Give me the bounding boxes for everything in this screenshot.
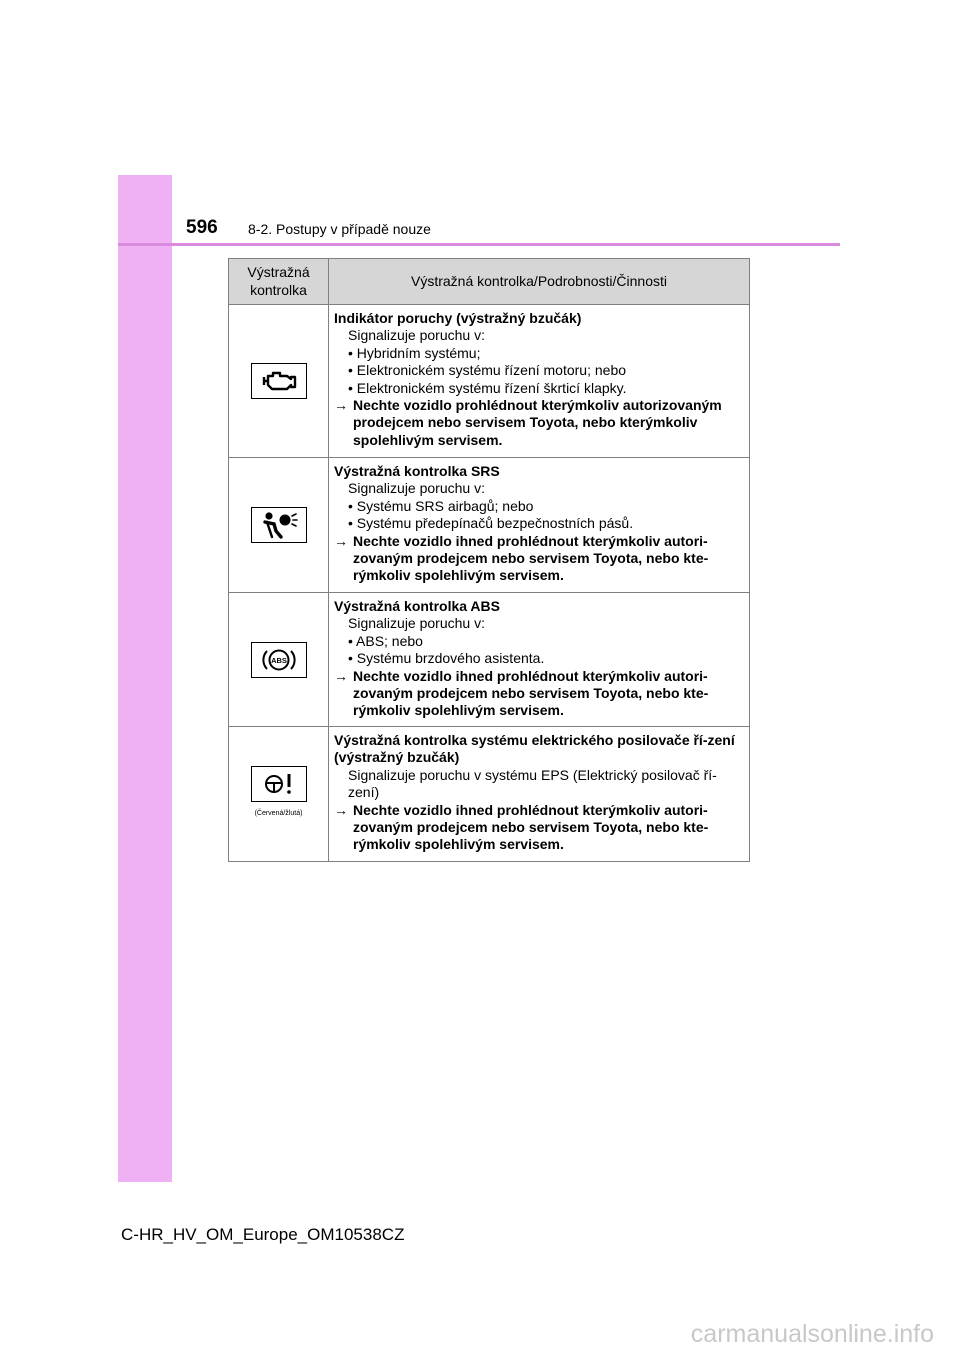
arrow-icon: →	[334, 801, 348, 818]
table-row	[229, 458, 750, 593]
bullet-item: • ABS; nebo	[348, 632, 423, 649]
table-header-row	[229, 259, 750, 305]
document-code: C-HR_HV_OM_Europe_OM10538CZ	[121, 1225, 405, 1244]
bullet-item: • Elektronickém systému řízení motoru; nebo	[348, 362, 627, 379]
engine-icon	[259, 369, 299, 393]
header-divider	[118, 243, 840, 246]
action-line	[334, 802, 746, 854]
chapter-side-tab	[118, 175, 172, 1182]
page-number: 596	[186, 217, 218, 238]
action-line	[334, 668, 746, 720]
light-desc: Signalizuje poruchu v:	[348, 327, 485, 344]
light-title: Výstražná kontrolka systému elektrického posilovače ří-zení (výstražný bzučák)	[334, 732, 735, 766]
watermark: carmanualsonline.info	[690, 1320, 934, 1348]
action-line	[334, 533, 746, 585]
action-line	[334, 397, 746, 449]
icon-cell	[229, 727, 329, 862]
details-cell	[329, 593, 750, 727]
light-desc: Signalizuje poruchu v:	[348, 480, 485, 497]
table-row	[229, 727, 750, 862]
icon-frame	[251, 766, 307, 802]
action-text: Nechte vozidlo ihned prohlédnout kterýmkoliv autori-zovaným prodejcem nebo servisem Toyota, nebo kte-rýmkoliv spolehlivým servisem.	[353, 532, 709, 584]
light-desc: Signalizuje poruchu v:	[348, 615, 485, 632]
col-header-details: Výstražná kontrolka/Podrobnosti/Činnosti	[329, 259, 750, 305]
table-row	[229, 593, 750, 727]
light-title: Výstražná kontrolka ABS	[334, 598, 500, 614]
icon-frame	[251, 642, 307, 678]
icon-cell	[229, 305, 329, 458]
bullet-item: • Elektronickém systému řízení škrticí klapky.	[348, 379, 627, 396]
light-title: Indikátor poruchy (výstražný bzučák)	[334, 310, 582, 326]
bullet-item: • Systému předepínačů bezpečnostních pásů.	[348, 515, 634, 532]
details-cell	[329, 458, 750, 593]
bullet-item: • Systému SRS airbagů; nebo	[348, 497, 534, 514]
svg-text:ABS: ABS	[270, 655, 287, 665]
airbag-icon	[259, 511, 299, 539]
arrow-icon: →	[334, 397, 348, 414]
action-text: Nechte vozidlo ihned prohlédnout kterýmkoliv autori-zovaným prodejcem nebo servisem Toyota, nebo kte-rýmkoliv spolehlivým servisem.	[353, 801, 709, 853]
section-title: 8-2. Postupy v případě nouze	[248, 221, 431, 237]
arrow-icon: →	[334, 532, 348, 549]
light-title: Výstražná kontrolka SRS	[334, 463, 500, 479]
icon-cell	[229, 458, 329, 593]
eps-icon	[259, 770, 299, 798]
action-text: Nechte vozidlo ihned prohlédnout kterýmkoliv autori-zovaným prodejcem nebo servisem Toyota, nebo kte-rýmkoliv spolehlivým servisem.	[353, 667, 709, 719]
icon-frame	[251, 507, 307, 543]
details-cell	[329, 305, 750, 458]
arrow-icon: →	[334, 667, 348, 684]
table-row	[229, 305, 750, 458]
abs-icon	[259, 646, 299, 674]
bullet-item: • Hybridním systému;	[348, 344, 481, 361]
details-cell	[329, 727, 750, 862]
col-header-light: Výstražná kontrolka	[229, 259, 329, 305]
action-text: Nechte vozidlo prohlédnout kterýmkoliv autorizovaným prodejcem nebo servisem Toyota, nebo kterýmkoliv spolehlivým servisem.	[353, 397, 722, 448]
light-desc: Signalizuje poruchu v systému EPS (Elektrický posilovač ří-zení)	[348, 766, 717, 801]
icon-cell	[229, 593, 329, 727]
warning-lights-table	[228, 258, 750, 862]
bullet-item: • Systému brzdového asistenta.	[348, 650, 545, 667]
icon-frame	[251, 363, 307, 399]
icon-color-note: (Červená/žlutá)	[254, 809, 303, 817]
